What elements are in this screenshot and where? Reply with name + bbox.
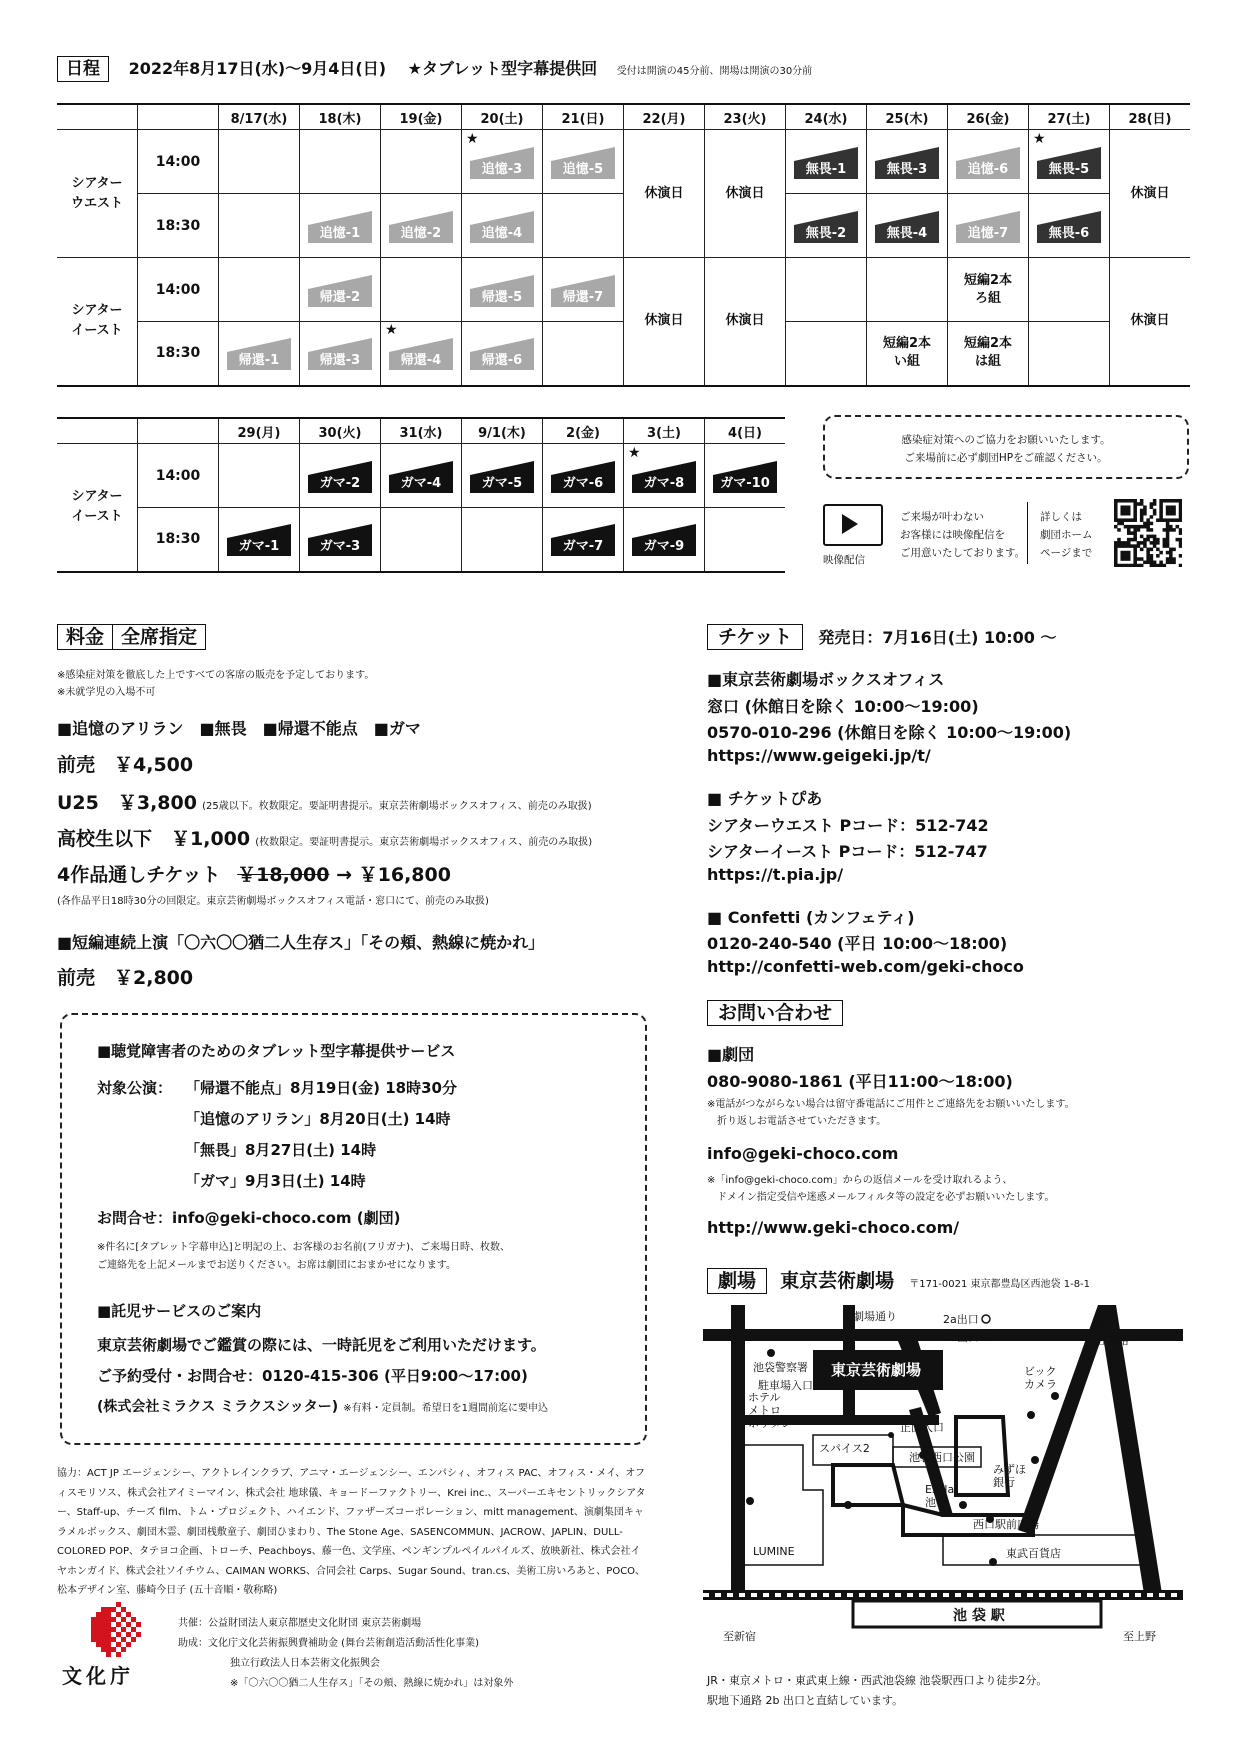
- short-program-label: 短編2本 い組: [882, 336, 932, 370]
- schedule-table-1: [57, 103, 1190, 387]
- chip-label: ガマ-9: [632, 538, 696, 556]
- map-main: 正面入口: [900, 1421, 944, 1434]
- hp-text: [1040, 508, 1093, 562]
- bunkacho-logo-text: 文化庁: [62, 1664, 134, 1688]
- schedule-cell: [543, 130, 624, 194]
- venue-name: 東京芸術劇場: [780, 1270, 895, 1292]
- schedule-cell: [300, 258, 381, 322]
- schedule-cell: [381, 258, 462, 322]
- performance-chip: [308, 518, 372, 556]
- schedule-cell: [462, 130, 543, 194]
- chip-label: ガマ-6: [551, 475, 615, 493]
- chip-label: 追憶-7: [956, 225, 1020, 243]
- chip-label: ガマ-10: [713, 475, 777, 493]
- divider: [1027, 502, 1028, 564]
- price-note-2: ※未就学児の入場不可: [57, 687, 156, 698]
- performance-chip: [628, 444, 696, 493]
- price-pass-note: (各作品平日18時30分の回限定。東京芸術劇場ボックスオフィス電話・窓口にて、前売のみ取扱): [57, 896, 489, 907]
- map-dot: [888, 1432, 894, 1438]
- chip-wedge: [632, 524, 696, 538]
- theater-label: シアター イースト: [57, 258, 138, 386]
- schedule-cell: [219, 508, 300, 572]
- chip-wedge: [308, 211, 372, 225]
- date-header: 4(日): [705, 418, 786, 444]
- qr-code-icon[interactable]: [1114, 499, 1182, 567]
- child-note: ※有料・定員制。希望日を1週間前迄に要申込: [343, 1403, 548, 1414]
- chip-wedge: [713, 461, 777, 475]
- schedule-cell: [219, 258, 300, 322]
- video-text-line: ご来場が叶わない: [900, 511, 984, 523]
- schedule-cell: [543, 508, 624, 572]
- performance-chip: [1033, 130, 1101, 179]
- chip-label: ガマ-3: [308, 538, 372, 556]
- chip-label: ガマ-7: [551, 538, 615, 556]
- chip-wedge: [227, 338, 291, 352]
- contact-tel-note-2: 折り返しお電話させていただきます。: [717, 1116, 887, 1127]
- covid-note-2: ご来場前に必ず劇団HPをご確認ください。: [904, 452, 1108, 464]
- closed-day: 休演日: [705, 258, 786, 386]
- chip-label: 帰還-7: [551, 289, 615, 307]
- covid-note-1: 感染症対策へのご協力をお願いいたします。: [901, 434, 1111, 446]
- box-office-1: 窓口 (休館日を除く 10:00～19:00): [707, 697, 979, 716]
- schedule-cell: [948, 258, 1029, 322]
- chip-label: 帰還-3: [308, 352, 372, 370]
- chip-wedge: [389, 461, 453, 475]
- schedule-cell: [948, 130, 1029, 194]
- schedule-cell: [867, 130, 948, 194]
- schedule-cell: [1029, 258, 1110, 322]
- child-company: (株式会社ミラクス ミラクスシッター): [97, 1399, 339, 1415]
- grant-2: 独立行政法人日本芸術文化振興会: [230, 1658, 380, 1669]
- schedule-cell: [219, 444, 300, 508]
- schedule-cell: [462, 444, 543, 508]
- hp-text-line: 劇団ホーム: [1040, 529, 1093, 541]
- grant-1: 助成：文化庁文化芸術振興費補助金 (舞台芸術創造活動活性化事業): [178, 1638, 479, 1649]
- service-target-2: 「追憶のアリラン」8月20日(土) 14時: [185, 1110, 451, 1128]
- price-hs-row: [57, 824, 592, 851]
- closed-day: 休演日: [1110, 130, 1191, 258]
- map-tobu: 東武百貨店: [1006, 1547, 1061, 1560]
- chip-wedge: [470, 461, 534, 475]
- video-text: [900, 508, 1025, 562]
- chip-label: ガマ-2: [308, 475, 372, 493]
- chip-label: 無畏-6: [1037, 225, 1101, 243]
- schedule-cell: [300, 508, 381, 572]
- performance-chip: [389, 205, 453, 243]
- chip-wedge: [389, 211, 453, 225]
- chip-wedge: [794, 147, 858, 161]
- ticket-header: [707, 624, 1057, 650]
- price-hs: 高校生以下 ￥1,000: [57, 828, 251, 850]
- map-park: 池袋西口公園: [909, 1451, 975, 1464]
- schedule-label: 日程: [57, 56, 109, 82]
- time-cell: 14:00: [138, 258, 219, 322]
- ticket-sale: 発売日：7月16日(土) 10:00 ～: [818, 628, 1057, 647]
- schedule-cell: [786, 258, 867, 322]
- chip-label: ガマ-4: [389, 475, 453, 493]
- map-spice: スパイス2: [819, 1442, 870, 1455]
- time-cell: 18:30: [138, 508, 219, 572]
- chip-wedge: [308, 338, 372, 352]
- date-header: 3(土): [624, 418, 705, 444]
- price-pass-label: 4作品通しチケット: [57, 864, 221, 886]
- child-line-1: 東京芸術劇場でご鑑賞の際には、一時託児をご利用いただけます。: [97, 1336, 546, 1354]
- chip-label: 追憶-2: [389, 225, 453, 243]
- chip-wedge: [308, 275, 372, 289]
- chip-wedge: [1037, 211, 1101, 225]
- schedule-cell: [219, 130, 300, 194]
- short-title: ■短編連続上演「〇六〇〇猶二人生存ス」「その頬、熱線に焼かれ」: [57, 933, 545, 952]
- map-exit-2a: 2a出口: [943, 1313, 979, 1326]
- confetti-tel: 0120-240-540 (平日 10:00～18:00): [707, 934, 1008, 953]
- date-header: 2(金): [543, 418, 624, 444]
- chip-label: 無畏-4: [875, 225, 939, 243]
- theater-label: シアター ウエスト: [57, 130, 138, 258]
- schedule-cell: [786, 194, 867, 258]
- map-theater: 東京芸術劇場: [831, 1361, 922, 1379]
- service-note-1: ※件名に[タブレット字幕申込]と明記の上、お客様のお名前(フリガナ)、ご来場日時、枚数、: [97, 1242, 510, 1253]
- date-header: 9/1(木): [462, 418, 543, 444]
- contact-url[interactable]: http://www.geki-choco.com/: [707, 1218, 960, 1237]
- schedule-cell: [1029, 194, 1110, 258]
- box-office-url[interactable]: https://www.geigeki.jp/t/: [707, 746, 931, 765]
- price-u25: U25 ￥3,800: [57, 792, 197, 814]
- chip-wedge: [551, 147, 615, 161]
- pia-url[interactable]: https://t.pia.jp/: [707, 865, 844, 884]
- hp-text-line: 詳しくは: [1040, 511, 1082, 523]
- schedule-cell: [543, 258, 624, 322]
- performance-chip: [308, 269, 372, 307]
- map-hotel: ホテルメトロポリタン: [748, 1391, 792, 1430]
- date-header: 23(火): [705, 104, 786, 130]
- performance-chip: [794, 141, 858, 179]
- chip-label: 帰還-5: [470, 289, 534, 307]
- contact-tel: 080-9080-1861 (平日11:00～18:00): [707, 1072, 1013, 1091]
- performance-chip: [875, 141, 939, 179]
- map-parking: 駐車場入口: [758, 1379, 813, 1392]
- price-pass-new: → ￥16,800: [336, 864, 451, 886]
- video-icon: [823, 504, 883, 546]
- performance-chip: [470, 332, 534, 370]
- chip-wedge: [956, 147, 1020, 161]
- performance-chip: [389, 455, 453, 493]
- performance-chip: [227, 332, 291, 370]
- schedule-cell: [867, 194, 948, 258]
- chip-wedge: [551, 275, 615, 289]
- performance-chip: [308, 455, 372, 493]
- credits-text: 協力：ACT JP エージェンシー、アクトレインクラブ、アニマ・エージェンシー、エンパシィ、オフィス PAC、オフィス・メイ、オフィスモリソス、株式会社アイミーマイン、株式会社 地球儀、キョードーファクトリー、Krei inc.、スーパーエキセントリックシアター、Staff-up、チーズ film、トム・プロジェクト、ハイエンド、ファザーズコーポレーション、mitt management、演劇集団キャラメルボックス、劇団木霊、劇団桟敷童子、劇団ひまわり、The Stone Age、SASENCOMMUN、JACROW、JAPLIN、DULL-COLORED POP、タテヨコ企画、トローチ、Peachboys、藤一色、文学座、ペンギンプルペイルパイルズ、放映新社、株式会社イヤホンガイド、株式会社ソイチウム、CAIMAN WORKS、合同会社 Carps、Sugar Sound、tran.cs、美術工房いろあと、POCO、松本デザイン室、藤崎今日子 (五十音順・敬称略): [57, 1468, 646, 1596]
- child-line-2: ご予約受付・お問合せ：0120-415-306 (平日9:00～17:00): [97, 1367, 528, 1385]
- chip-label: 追憶-6: [956, 161, 1020, 179]
- venue-label: 劇場: [707, 1268, 767, 1294]
- child-line-3: [97, 1396, 548, 1416]
- date-header: 20(土): [462, 104, 543, 130]
- performance-chip: [551, 455, 615, 493]
- schedule-cell: [462, 322, 543, 386]
- tablet-star-icon: ★: [1033, 130, 1046, 147]
- chip-label: 追憶-5: [551, 161, 615, 179]
- schedule-cell: [300, 194, 381, 258]
- closed-day: 休演日: [624, 130, 705, 258]
- contact-title: ■劇団: [707, 1045, 755, 1064]
- performance-chip: [875, 205, 939, 243]
- performance-chip: [956, 205, 1020, 243]
- price-u25-row: [57, 788, 592, 815]
- performance-chip: [466, 130, 534, 179]
- schedule-cell: [219, 322, 300, 386]
- hp-text-line: ページまで: [1040, 547, 1093, 559]
- performance-chip: [470, 455, 534, 493]
- map-bic: ビックカメラ: [1024, 1365, 1057, 1391]
- map-west-exit: 西口五差路: [1096, 1321, 1129, 1347]
- schedule-header: [57, 56, 812, 82]
- schedule-cell: [300, 444, 381, 508]
- performance-chip: [385, 322, 453, 370]
- ticket-label: チケット: [707, 624, 803, 650]
- date-header: 24(水): [786, 104, 867, 130]
- date-header: 28(日): [1110, 104, 1191, 130]
- chip-label: 無畏-3: [875, 161, 939, 179]
- schedule-cell: [948, 194, 1029, 258]
- time-cell: 18:30: [138, 322, 219, 386]
- map-street: 劇場通り: [853, 1310, 897, 1323]
- schedule-cell: [543, 322, 624, 386]
- box-office-2: 0570-010-296 (休館日を除く 10:00～19:00): [707, 723, 1072, 742]
- tablet-star-icon: ★: [385, 322, 398, 339]
- date-header: 19(金): [381, 104, 462, 130]
- venue-header: [707, 1266, 1090, 1294]
- schedule-cell: [705, 508, 786, 572]
- contact-tel-note-1: ※電話がつながらない場合は留守番電話にご用件とご連絡先をお願いいたします。: [707, 1099, 1075, 1110]
- chip-wedge: [551, 524, 615, 538]
- schedule-cell: [381, 322, 462, 386]
- chip-wedge: [470, 338, 534, 352]
- performance-chip: [632, 518, 696, 556]
- performance-chip: [470, 205, 534, 243]
- contact-header: [707, 1000, 843, 1026]
- performance-chip: [551, 269, 615, 307]
- theater-label: シアター イースト: [57, 444, 138, 572]
- map-station: 池 袋 駅: [953, 1608, 1005, 1624]
- date-header: 18(木): [300, 104, 381, 130]
- covid-notice-box: [823, 415, 1189, 479]
- venue-map: [703, 1305, 1183, 1645]
- date-header: 21(日): [543, 104, 624, 130]
- chip-label: ガマ-5: [470, 475, 534, 493]
- chip-wedge: [632, 461, 696, 475]
- schedule-cell: [300, 130, 381, 194]
- chip-label: 追憶-4: [470, 225, 534, 243]
- access-2: 駅地下通路 2b 出口と直結しています。: [707, 1694, 904, 1707]
- chip-label: 追憶-1: [308, 225, 372, 243]
- chip-label: ガマ-8: [632, 475, 696, 493]
- schedule-cell: [462, 258, 543, 322]
- schedule-period: 2022年8月17日(水)～9月4日(日): [128, 59, 387, 78]
- performance-chip: [956, 141, 1020, 179]
- chip-wedge: [875, 147, 939, 161]
- date-header: 8/17(水): [219, 104, 300, 130]
- performance-chip: [551, 518, 615, 556]
- chip-label: 無畏-1: [794, 161, 858, 179]
- performance-chip: [227, 518, 291, 556]
- performance-chip: [713, 455, 777, 493]
- time-cell: 18:30: [138, 194, 219, 258]
- confetti-url[interactable]: http://confetti-web.com/geki-choco: [707, 957, 1024, 976]
- chip-wedge: [470, 211, 534, 225]
- map-mizuho: みずほ銀行: [993, 1463, 1026, 1489]
- service-title: ■聴覚障害者のためのタブレット型字幕提供サービス: [97, 1042, 456, 1060]
- contact-mail-note-2: ドメイン指定受信や迷惑メールフィルタ等の設定を必ずお願いいたします。: [717, 1192, 1055, 1203]
- schedule-cell: [381, 194, 462, 258]
- chip-label: 帰還-2: [308, 289, 372, 307]
- schedule-cell: [1029, 130, 1110, 194]
- chip-wedge: [470, 147, 534, 161]
- schedule-cell: [624, 508, 705, 572]
- schedule-cell: [462, 194, 543, 258]
- schedule-cell: [381, 130, 462, 194]
- chip-label: 帰還-1: [227, 352, 291, 370]
- map-shinjuku: 至新宿: [723, 1630, 756, 1643]
- schedule-cell: [1029, 322, 1110, 386]
- box-office-title: ■東京芸術劇場ボックスオフィス: [707, 670, 945, 689]
- map-plaza: 西口駅前広場: [973, 1518, 1039, 1531]
- short-program-label: 短編2本 ろ組: [963, 272, 1013, 306]
- date-header: 22(月): [624, 104, 705, 130]
- performance-chip: [308, 205, 372, 243]
- video-text-line: ご用意いたしております。: [900, 547, 1026, 559]
- video-label: 映像配信: [823, 554, 865, 566]
- schedule-cell: [219, 194, 300, 258]
- price-advance: 前売 ￥4,500: [57, 754, 194, 776]
- contact-label: お問い合わせ: [707, 1000, 843, 1026]
- chip-wedge: [470, 275, 534, 289]
- date-header: 31(水): [381, 418, 462, 444]
- map-ueno: 至上野: [1123, 1630, 1156, 1643]
- price-pass-old: ￥18,000: [237, 864, 330, 886]
- chip-wedge: [551, 461, 615, 475]
- chip-wedge: [389, 338, 453, 352]
- child-title: ■託児サービスのご案内: [97, 1302, 262, 1320]
- service-target-3: 「無畏」8月27日(土) 14時: [185, 1141, 377, 1159]
- chip-wedge: [1037, 147, 1101, 161]
- schedule-cell: [381, 508, 462, 572]
- closed-day: 休演日: [624, 258, 705, 386]
- price-label: 料金: [57, 624, 113, 650]
- confetti-title: ■ Confetti (カンフェティ): [707, 908, 915, 927]
- short-program-label: 短編2本 は組: [963, 336, 1013, 370]
- price-hs-note: (枚数限定。要証明書提示。東京芸術劇場ボックスオフィス、前売のみ取扱): [255, 837, 593, 848]
- schedule-cell: [786, 322, 867, 386]
- works-list: ■追憶のアリラン ■無畏 ■帰還不能点 ■ガマ: [57, 719, 421, 738]
- schedule-cell: [381, 444, 462, 508]
- closed-day: 休演日: [705, 130, 786, 258]
- service-target-4: 「ガマ」9月3日(土) 14時: [185, 1172, 366, 1190]
- schedule-cell: [300, 322, 381, 386]
- map-lumine: LUMINE: [753, 1545, 795, 1558]
- tablet-star-icon: ★: [466, 130, 479, 147]
- video-text-line: お客様には映像配信を: [900, 529, 1005, 541]
- performance-chip: [794, 205, 858, 243]
- performance-chip: [470, 269, 534, 307]
- sponsor: 共催：公益財団法人東京都歴史文化財団 東京芸術劇場: [178, 1618, 422, 1629]
- tablet-note: ★タブレット型字幕提供回: [407, 59, 598, 78]
- access-1: JR・東京メトロ・東武東上線・西武池袋線 池袋駅西口より徒歩2分。: [707, 1674, 1048, 1687]
- date-header: 25(木): [867, 104, 948, 130]
- price-u25-note: (25歳以下。枚数限定。要証明書提示。東京芸術劇場ボックスオフィス、前売のみ取扱): [202, 801, 592, 812]
- grant-3: ※「〇六〇〇猶二人生存ス」「その頬、熱線に焼かれ」は対象外: [230, 1678, 514, 1689]
- service-target-1: 「帰還不能点」8月19日(金) 18時30分: [185, 1079, 457, 1097]
- schedule-cell: [786, 130, 867, 194]
- chip-label: 追憶-3: [470, 161, 534, 179]
- service-note-2: ご連絡先を上記メールまでお送りください。お席は劇団におまかせになります。: [97, 1260, 456, 1271]
- chip-wedge: [875, 211, 939, 225]
- time-cell: 14:00: [138, 444, 219, 508]
- pia-title: ■ チケットぴあ: [707, 789, 823, 808]
- price-note-1: ※感染症対策を徹底した上ですべての客席の販売を予定しております。: [57, 670, 375, 681]
- price-sublabel: 全席指定: [113, 624, 206, 650]
- schedule-table-2: [57, 417, 785, 573]
- date-header: 27(土): [1029, 104, 1110, 130]
- contact-mail-note-1: ※「info@geki-choco.com」からの返信メールを受け取れるよう、: [707, 1175, 1013, 1186]
- performance-chip: [308, 332, 372, 370]
- chip-label: 無畏-5: [1037, 161, 1101, 179]
- service-target-label: 対象公演：: [97, 1079, 173, 1097]
- map-police: 池袋警察署: [753, 1361, 808, 1374]
- map-esola: Esola 池袋: [925, 1483, 955, 1509]
- tablet-star-icon: ★: [628, 444, 641, 461]
- price-pass-row: [57, 860, 451, 887]
- schedule-cell: [624, 444, 705, 508]
- schedule-cell: [543, 444, 624, 508]
- schedule-cell: [543, 194, 624, 258]
- performance-chip: [1037, 205, 1101, 243]
- chip-wedge: [794, 211, 858, 225]
- price-header: [57, 624, 206, 650]
- chip-wedge: [308, 461, 372, 475]
- bunkacho-logo: [86, 1602, 146, 1658]
- date-header: 26(金): [948, 104, 1029, 130]
- schedule-cell: [705, 444, 786, 508]
- chip-label: 無畏-2: [794, 225, 858, 243]
- contact-mail[interactable]: info@geki-choco.com: [707, 1144, 899, 1163]
- time-cell: 14:00: [138, 130, 219, 194]
- chip-wedge: [308, 524, 372, 538]
- venue-address: 〒171-0021 東京都豊島区西池袋 1-8-1: [909, 1279, 1091, 1290]
- pia-east: シアターイースト Pコード：512-747: [707, 842, 988, 861]
- short-price: 前売 ￥2,800: [57, 967, 194, 989]
- schedule-cell: [948, 322, 1029, 386]
- date-header: 30(火): [300, 418, 381, 444]
- date-header: 29(月): [219, 418, 300, 444]
- performance-chip: [551, 141, 615, 179]
- chip-wedge: [956, 211, 1020, 225]
- chip-label: 帰還-4: [389, 352, 453, 370]
- schedule-cell: [462, 508, 543, 572]
- pia-west: シアターウエスト Pコード：512-742: [707, 816, 989, 835]
- chip-wedge: [227, 524, 291, 538]
- chip-label: ガマ-1: [227, 538, 291, 556]
- schedule-cell: [867, 258, 948, 322]
- reception-note: 受付は開演の45分前、開場は開演の30分前: [616, 66, 813, 77]
- service-inquiry: お問合せ：info@geki-choco.com (劇団): [97, 1209, 401, 1227]
- schedule-cell: [867, 322, 948, 386]
- closed-day: 休演日: [1110, 258, 1191, 386]
- chip-label: 帰還-6: [470, 352, 534, 370]
- map-exit-2b: 2b出口: [943, 1331, 979, 1344]
